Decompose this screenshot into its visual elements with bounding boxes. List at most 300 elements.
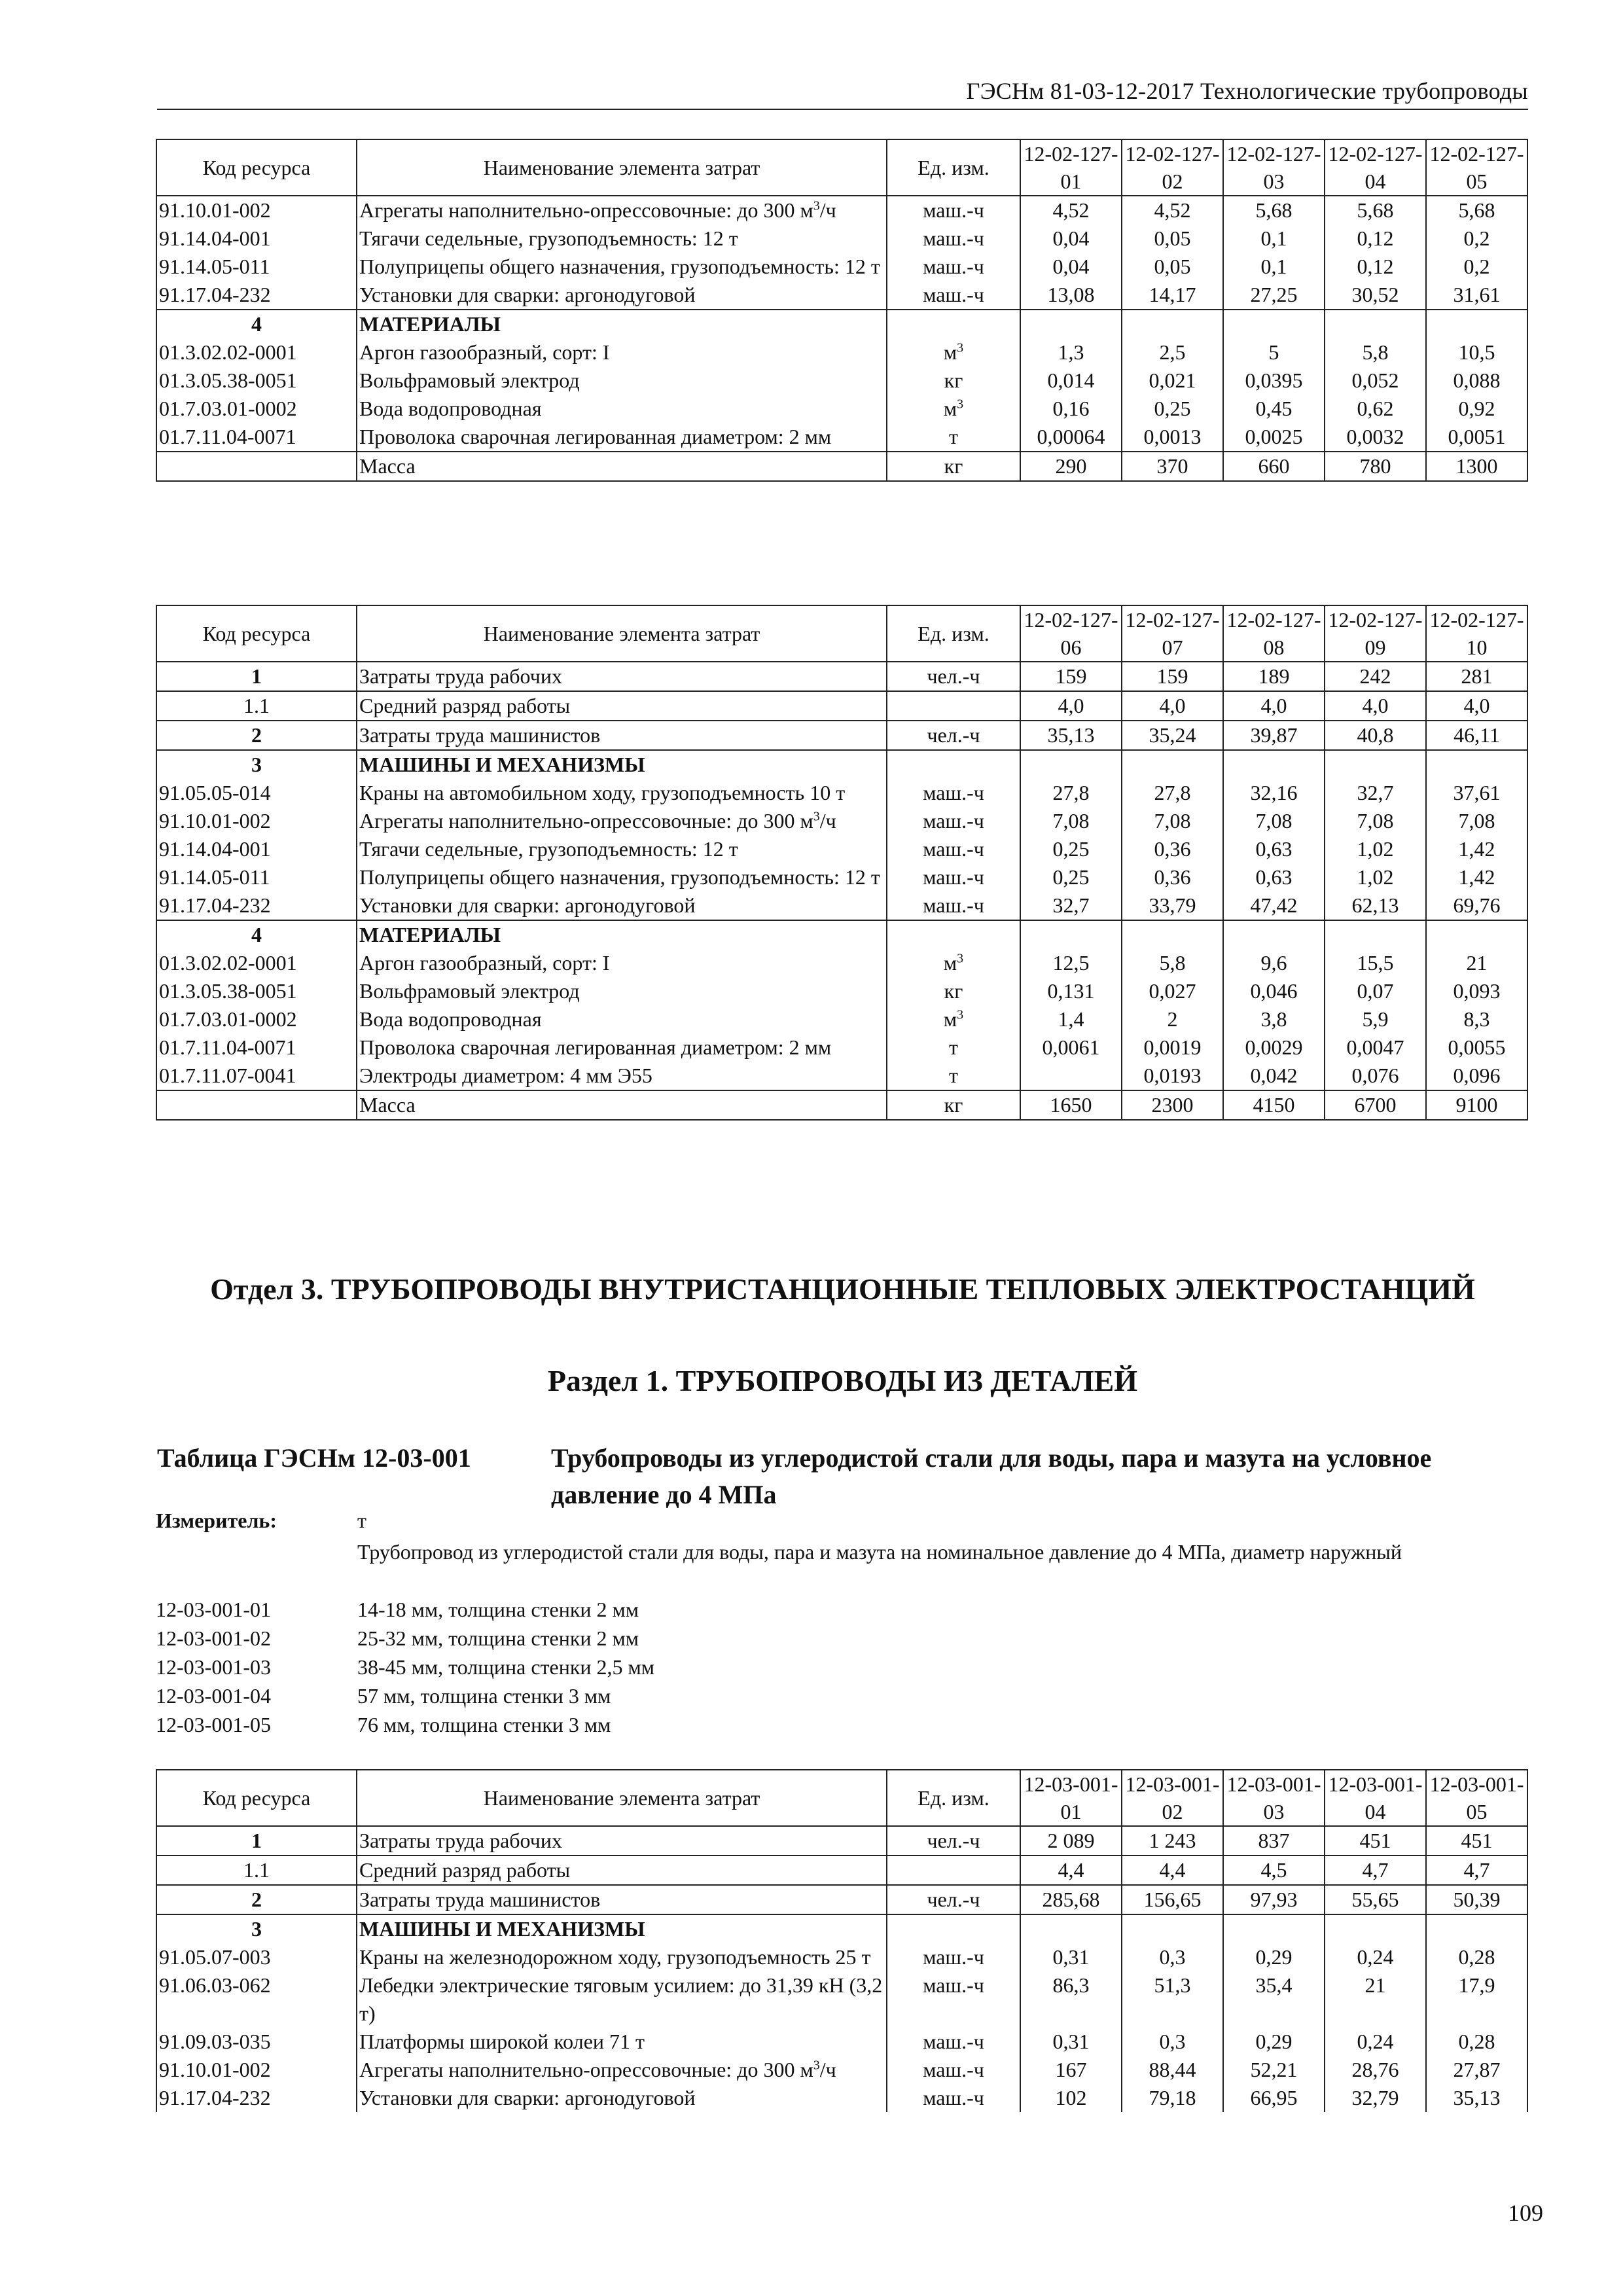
cell-value: 1,3 [1020, 338, 1122, 367]
cell-name: Затраты труда рабочих [357, 1826, 887, 1856]
cell-name: Вольфрамовый электрод [357, 367, 887, 395]
cell-unit: кг [887, 452, 1020, 481]
cell-unit [887, 920, 1020, 949]
cell-value: 5,8 [1122, 949, 1223, 977]
cell-value: 9,6 [1223, 949, 1325, 977]
cell-value [1020, 1914, 1122, 1943]
cell-unit: кг [887, 977, 1020, 1005]
col-header-code-10: 12-02-127-10 [1426, 605, 1527, 662]
cell-name: Вольфрамовый электрод [357, 977, 887, 1005]
measure-item [156, 1595, 639, 1624]
cell-unit: маш.-ч [887, 891, 1020, 920]
cell-code: 91.14.04-001 [156, 224, 357, 253]
cell-value: 0,16 [1020, 395, 1122, 423]
col-header-code-08: 12-02-127-08 [1223, 605, 1325, 662]
cell-value: 0,0013 [1122, 423, 1223, 452]
cell-name: Агрегаты наполнительно-опрессовочные: до 300 $м^3/ч$ [357, 196, 887, 224]
cell-value: 37,61 [1426, 779, 1527, 807]
cell-value [1122, 310, 1223, 338]
col-header-name: Наименование элемента затрат [357, 139, 887, 196]
table-row [156, 863, 1527, 891]
cell-value: 0,05 [1122, 224, 1223, 253]
section-title: Раздел 1. ТРУБОПРОВОДЫ ИЗ ДЕТАЛЕЙ [547, 1364, 1138, 1397]
cell-value [1122, 920, 1223, 949]
table-row [156, 1062, 1527, 1090]
measure-item [156, 1681, 611, 1710]
cell-value: 370 [1122, 452, 1223, 481]
cell-value: 97,93 [1223, 1885, 1325, 1914]
col-header-code-03: 12-02-127-03 [1223, 139, 1325, 196]
page-header [157, 77, 1528, 110]
cell-unit: маш.-ч [887, 196, 1020, 224]
cell-unit: кг [887, 1090, 1020, 1120]
table-label: Таблица ГЭСНм 12-03-001 [157, 1443, 471, 1473]
cell-unit: чел.-ч [887, 1826, 1020, 1856]
cell-value: 30,52 [1325, 281, 1426, 310]
cell-value: 0,088 [1426, 367, 1527, 395]
col-header-code-05: 12-02-127-05 [1426, 139, 1527, 196]
header-title: ГЭСНм 81-03-12-2017 Технологические трубопроводы [966, 78, 1528, 104]
table-row [156, 891, 1527, 920]
cell-value: 159 [1020, 662, 1122, 691]
cell-value: 66,95 [1223, 2084, 1325, 2112]
cell-value: 3,8 [1223, 1005, 1325, 1033]
cell-value: 2,5 [1122, 338, 1223, 367]
cell-name: МАШИНЫ И МЕХАНИЗМЫ [357, 1914, 887, 1943]
cell-value: 0,1 [1223, 224, 1325, 253]
cell-name: Платформы широкой колеи 71 т [357, 2028, 887, 2056]
cell-name: Полуприцепы общего назначения, грузоподъемность: 12 т [357, 253, 887, 281]
cell-value: 0,046 [1223, 977, 1325, 1005]
cell-code: 01.7.11.04-0071 [156, 423, 357, 452]
cell-value: 0,096 [1426, 1062, 1527, 1090]
cell-value [1325, 750, 1426, 779]
cell-value: 0,2 [1426, 253, 1527, 281]
table-row [156, 367, 1527, 395]
cell-code [156, 452, 357, 481]
cell-value: 0,31 [1020, 1943, 1122, 1971]
cell-value: 1650 [1020, 1090, 1122, 1120]
cell-value: 1300 [1426, 452, 1527, 481]
cell-unit: маш.-ч [887, 863, 1020, 891]
cell-value: 4,5 [1223, 1856, 1325, 1885]
measure-label: Измеритель: [156, 1509, 277, 1532]
cell-unit: $м^3$ [887, 949, 1020, 977]
cell-value: 21 [1426, 949, 1527, 977]
cell-value: 32,7 [1020, 891, 1122, 920]
cell-value: 4,7 [1426, 1856, 1527, 1885]
cell-value: 4,0 [1122, 691, 1223, 721]
department-title: Отдел 3. ТРУБОПРОВОДЫ ВНУТРИСТАНЦИОННЫЕ ТЕПЛОВЫХ ЭЛЕКТРОСТАНЦИЙ [210, 1272, 1475, 1306]
cell-value: 12,5 [1020, 949, 1122, 977]
cell-value [1020, 310, 1122, 338]
cell-value [1325, 310, 1426, 338]
cell-name: Краны на автомобильном ходу, грузоподъемность 10 т [357, 779, 887, 807]
cell-code: 01.7.03.01-0002 [156, 1005, 357, 1033]
cell-code: 91.14.05-011 [156, 863, 357, 891]
table-row [156, 1090, 1527, 1120]
cell-code: 1.1 [156, 691, 357, 721]
cell-value: 5,68 [1223, 196, 1325, 224]
cell-value: 451 [1426, 1826, 1527, 1856]
cell-value: 4,0 [1325, 691, 1426, 721]
cell-unit: т [887, 1062, 1020, 1090]
col-header-name: Наименование элемента затрат [357, 1770, 887, 1826]
table-row [156, 835, 1527, 863]
col-header-name: Наименование элемента затрат [357, 605, 887, 662]
col-header-code-06: 12-02-127-06 [1020, 605, 1122, 662]
cell-value: 7,08 [1325, 807, 1426, 835]
cell-value: 7,08 [1223, 807, 1325, 835]
cell-value: 51,3 [1122, 1971, 1223, 2028]
cell-value: 0,0019 [1122, 1033, 1223, 1062]
cell-value: 15,5 [1325, 949, 1426, 977]
measure-item-code: 12-03-001-03 [156, 1655, 271, 1679]
cell-code: 91.05.07-003 [156, 1943, 357, 1971]
col-header-code-03: 12-03-001-03 [1223, 1770, 1325, 1826]
cell-unit: маш.-ч [887, 281, 1020, 310]
measure-item-code: 12-03-001-01 [156, 1598, 271, 1621]
cell-unit: $м^3$ [887, 395, 1020, 423]
cell-unit: чел.-ч [887, 1885, 1020, 1914]
cell-value: 1,42 [1426, 835, 1527, 863]
cell-value: 0,12 [1325, 224, 1426, 253]
col-header-code-02: 12-02-127-02 [1122, 139, 1223, 196]
cell-value: 0,25 [1122, 395, 1223, 423]
cell-value: 0,014 [1020, 367, 1122, 395]
cell-value: 0,36 [1122, 835, 1223, 863]
table-row [156, 779, 1527, 807]
cell-value: 9100 [1426, 1090, 1527, 1120]
table-row [156, 395, 1527, 423]
cell-code: 91.17.04-232 [156, 2084, 357, 2112]
cost-table-12-02-127-06-10 [156, 605, 1528, 1121]
measure-item-code: 12-03-001-02 [156, 1626, 271, 1650]
cell-value: 1,02 [1325, 835, 1426, 863]
table-row [156, 1971, 1527, 2028]
cell-value: 0,0047 [1325, 1033, 1426, 1062]
cell-value: 2 [1122, 1005, 1223, 1033]
cell-unit: маш.-ч [887, 1971, 1020, 2028]
cell-code: 91.09.03-035 [156, 2028, 357, 2056]
cell-name: Установки для сварки: аргонодуговой [357, 891, 887, 920]
cell-unit: маш.-ч [887, 2028, 1020, 2056]
cell-code [156, 1090, 357, 1120]
cell-value: 47,42 [1223, 891, 1325, 920]
cell-value: 0,63 [1223, 835, 1325, 863]
col-header-unit: Ед. изм. [887, 605, 1020, 662]
cell-value: 35,24 [1122, 721, 1223, 750]
cell-name: Тягачи седельные, грузоподъемность: 12 т [357, 835, 887, 863]
cell-unit [887, 1914, 1020, 1943]
cell-value: 0,3 [1122, 1943, 1223, 1971]
cell-value: 5,68 [1325, 196, 1426, 224]
cell-code: 91.17.04-232 [156, 891, 357, 920]
table-header-row [156, 139, 1527, 196]
cell-value: 0,0032 [1325, 423, 1426, 452]
table-row [156, 452, 1527, 481]
cell-unit [887, 750, 1020, 779]
cell-unit [887, 691, 1020, 721]
cell-value: 4,52 [1122, 196, 1223, 224]
cell-value: 0,0395 [1223, 367, 1325, 395]
cell-code: 91.14.05-011 [156, 253, 357, 281]
cell-value [1020, 750, 1122, 779]
cell-code: 3 [156, 750, 357, 779]
cell-code: 91.14.04-001 [156, 835, 357, 863]
col-header-code-04: 12-02-127-04 [1325, 139, 1426, 196]
cell-name: Вода водопроводная [357, 1005, 887, 1033]
cell-value: 780 [1325, 452, 1426, 481]
cell-value: 32,16 [1223, 779, 1325, 807]
cell-code: 01.3.05.38-0051 [156, 977, 357, 1005]
cell-value: 0,36 [1122, 863, 1223, 891]
cell-value: 0,021 [1122, 367, 1223, 395]
cell-value: 27,87 [1426, 2056, 1527, 2084]
cell-value [1020, 920, 1122, 949]
table-row [156, 224, 1527, 253]
cell-name: Установки для сварки: аргонодуговой [357, 2084, 887, 2112]
cell-code: 1.1 [156, 1856, 357, 1885]
cell-value: 50,39 [1426, 1885, 1527, 1914]
col-header-code-07: 12-02-127-07 [1122, 605, 1223, 662]
measure-unit: т [357, 1509, 366, 1532]
cell-value: 290 [1020, 452, 1122, 481]
cell-value: 189 [1223, 662, 1325, 691]
cell-value: 0,052 [1325, 367, 1426, 395]
table-row [156, 1885, 1527, 1914]
cell-value: 0,042 [1223, 1062, 1325, 1090]
cell-name: Проволока сварочная легированная диаметром: 2 мм [357, 1033, 887, 1062]
table-row [156, 1943, 1527, 1971]
cell-unit: кг [887, 367, 1020, 395]
cell-value: 0,24 [1325, 1943, 1426, 1971]
table-row [156, 1914, 1527, 1943]
cell-code: 3 [156, 1914, 357, 1943]
table-row [156, 721, 1527, 750]
col-header-unit: Ед. изм. [887, 139, 1020, 196]
cell-unit: маш.-ч [887, 779, 1020, 807]
cell-value [1426, 310, 1527, 338]
cell-value: 0,07 [1325, 977, 1426, 1005]
cell-code: 91.17.04-232 [156, 281, 357, 310]
table-row [156, 281, 1527, 310]
cell-code: 91.06.03-062 [156, 1971, 357, 2028]
cell-value: 2 089 [1020, 1826, 1122, 1856]
col-header-code: Код ресурса [156, 605, 357, 662]
cell-value: 0,25 [1020, 863, 1122, 891]
cell-value: 1,42 [1426, 863, 1527, 891]
cell-code: 01.7.03.01-0002 [156, 395, 357, 423]
cell-value: 4,4 [1122, 1856, 1223, 1885]
cell-value: 28,76 [1325, 2056, 1426, 2084]
cell-name: Установки для сварки: аргонодуговой [357, 281, 887, 310]
table-row [156, 750, 1527, 779]
cell-value: 167 [1020, 2056, 1122, 2084]
cell-unit: чел.-ч [887, 662, 1020, 691]
cell-value: 837 [1223, 1826, 1325, 1856]
measure-item-text: 14-18 мм, толщина стенки 2 мм [357, 1598, 639, 1621]
cell-value: 55,65 [1325, 1885, 1426, 1914]
cell-value: 0,92 [1426, 395, 1527, 423]
cell-value [1223, 750, 1325, 779]
cell-name: Полуприцепы общего назначения, грузоподъемность: 12 т [357, 863, 887, 891]
cell-name: МАШИНЫ И МЕХАНИЗМЫ [357, 750, 887, 779]
cell-value: 88,44 [1122, 2056, 1223, 2084]
cell-value: 39,87 [1223, 721, 1325, 750]
cell-value [1122, 1914, 1223, 1943]
cell-name: Средний разряд работы [357, 1856, 887, 1885]
table-row [156, 338, 1527, 367]
measure-item [156, 1710, 611, 1739]
cell-value: 660 [1223, 452, 1325, 481]
table-row [156, 2084, 1527, 2112]
cell-value: 0,076 [1325, 1062, 1426, 1090]
cell-unit: чел.-ч [887, 721, 1020, 750]
cell-name: Электроды диаметром: 4 мм Э55 [357, 1062, 887, 1090]
cell-value: 8,3 [1426, 1005, 1527, 1033]
cell-value: 0,0051 [1426, 423, 1527, 452]
cell-name: Агрегаты наполнительно-опрессовочные: до 300 $м^3/ч$ [357, 2056, 887, 2084]
cell-value: 46,11 [1426, 721, 1527, 750]
table-row [156, 2028, 1527, 2056]
cell-unit [887, 1856, 1020, 1885]
cell-value: 0,131 [1020, 977, 1122, 1005]
table-row [156, 1033, 1527, 1062]
cost-table-12-02-127-01-05 [156, 139, 1528, 482]
cell-value [1325, 1914, 1426, 1943]
cell-value: 1,4 [1020, 1005, 1122, 1033]
cell-code: 4 [156, 310, 357, 338]
table-header-row [156, 605, 1527, 662]
cell-name: Масса [357, 452, 887, 481]
cell-name: Тягачи седельные, грузоподъемность: 12 т [357, 224, 887, 253]
table-header-row [156, 1770, 1527, 1826]
cell-name: Аргон газообразный, сорт: I [357, 949, 887, 977]
cell-value: 0,05 [1122, 253, 1223, 281]
col-header-code-05: 12-03-001-05 [1426, 1770, 1527, 1826]
cell-value: 14,17 [1122, 281, 1223, 310]
cell-value: 31,61 [1426, 281, 1527, 310]
cell-value: 0,28 [1426, 1943, 1527, 1971]
cell-value: 0,12 [1325, 253, 1426, 281]
cell-value: 79,18 [1122, 2084, 1223, 2112]
cell-code: 2 [156, 1885, 357, 1914]
cell-value: 5,8 [1325, 338, 1426, 367]
cell-value: 4,0 [1426, 691, 1527, 721]
cell-name: Лебедки электрические тяговым усилием: до 31,39 кН (3,2 т) [357, 1971, 887, 2028]
cell-value: 86,3 [1020, 1971, 1122, 2028]
measure-item [156, 1653, 654, 1681]
cell-code: 91.05.05-014 [156, 779, 357, 807]
cell-unit: маш.-ч [887, 807, 1020, 835]
table-row [156, 662, 1527, 691]
cell-value: 7,08 [1122, 807, 1223, 835]
cell-value: 0,3 [1122, 2028, 1223, 2056]
cell-value: 21 [1325, 1971, 1426, 2028]
table-row [156, 2056, 1527, 2084]
cell-value: 52,21 [1223, 2056, 1325, 2084]
cell-value: 35,13 [1020, 721, 1122, 750]
cell-value: 5 [1223, 338, 1325, 367]
cell-code: 4 [156, 920, 357, 949]
col-header-code: Код ресурса [156, 139, 357, 196]
cell-value: 69,76 [1426, 891, 1527, 920]
table-row [156, 691, 1527, 721]
cell-value: 0,04 [1020, 253, 1122, 281]
cell-code: 91.10.01-002 [156, 2056, 357, 2084]
cell-value: 40,8 [1325, 721, 1426, 750]
cell-value: 4,0 [1223, 691, 1325, 721]
cell-value [1426, 920, 1527, 949]
cell-value: 0,45 [1223, 395, 1325, 423]
measure-item [156, 1624, 639, 1653]
col-header-code-04: 12-03-001-04 [1325, 1770, 1426, 1826]
cell-value: 451 [1325, 1826, 1426, 1856]
cell-value: 0,2 [1426, 224, 1527, 253]
cell-value: 0,1 [1223, 253, 1325, 281]
cell-value: 0,0055 [1426, 1033, 1527, 1062]
cell-value: 0,0029 [1223, 1033, 1325, 1062]
page-number: 109 [1508, 2200, 1543, 2226]
cell-value: 0,25 [1020, 835, 1122, 863]
cell-value: 156,65 [1122, 1885, 1223, 1914]
cell-code: 1 [156, 662, 357, 691]
cell-value: 0,0193 [1122, 1062, 1223, 1090]
cell-value: 4,0 [1020, 691, 1122, 721]
cell-name: Масса [357, 1090, 887, 1120]
cell-name: Затраты труда рабочих [357, 662, 887, 691]
cell-value: 4150 [1223, 1090, 1325, 1120]
cell-code: 2 [156, 721, 357, 750]
cell-name: Затраты труда машинистов [357, 1885, 887, 1914]
cell-value: 27,8 [1020, 779, 1122, 807]
cell-unit: $м^3$ [887, 338, 1020, 367]
cell-value: 1 243 [1122, 1826, 1223, 1856]
cell-name: Аргон газообразный, сорт: I [357, 338, 887, 367]
table-row [156, 1856, 1527, 1885]
cell-value: 33,79 [1122, 891, 1223, 920]
cell-value: 1,02 [1325, 863, 1426, 891]
measure-item-text: 76 мм, толщина стенки 3 мм [357, 1713, 611, 1736]
cell-value [1020, 1062, 1122, 1090]
cell-value: 0,31 [1020, 2028, 1122, 2056]
col-header-code-02: 12-03-001-02 [1122, 1770, 1223, 1826]
table-title: Трубопроводы из углеродистой стали для воды, пара и мазута на условное давление до 4 МПа [551, 1443, 1432, 1509]
cell-value: 32,79 [1325, 2084, 1426, 2112]
cell-unit [887, 310, 1020, 338]
cell-code: 91.10.01-002 [156, 807, 357, 835]
cell-code: 1 [156, 1826, 357, 1856]
cell-value [1426, 750, 1527, 779]
cell-value: 27,8 [1122, 779, 1223, 807]
cell-name: Агрегаты наполнительно-опрессовочные: до 300 $м^3/ч$ [357, 807, 887, 835]
table-row [156, 949, 1527, 977]
table-row [156, 423, 1527, 452]
cell-value: 0,0025 [1223, 423, 1325, 452]
cell-name: Средний разряд работы [357, 691, 887, 721]
cell-value: 102 [1020, 2084, 1122, 2112]
col-header-code: Код ресурса [156, 1770, 357, 1826]
cell-unit: маш.-ч [887, 2084, 1020, 2112]
table-row [156, 1005, 1527, 1033]
cell-unit: т [887, 423, 1020, 452]
cell-unit: маш.-ч [887, 835, 1020, 863]
cell-value: 0,24 [1325, 2028, 1426, 2056]
cell-unit: т [887, 1033, 1020, 1062]
measure-item-code: 12-03-001-04 [156, 1684, 271, 1708]
cell-value: 10,5 [1426, 338, 1527, 367]
